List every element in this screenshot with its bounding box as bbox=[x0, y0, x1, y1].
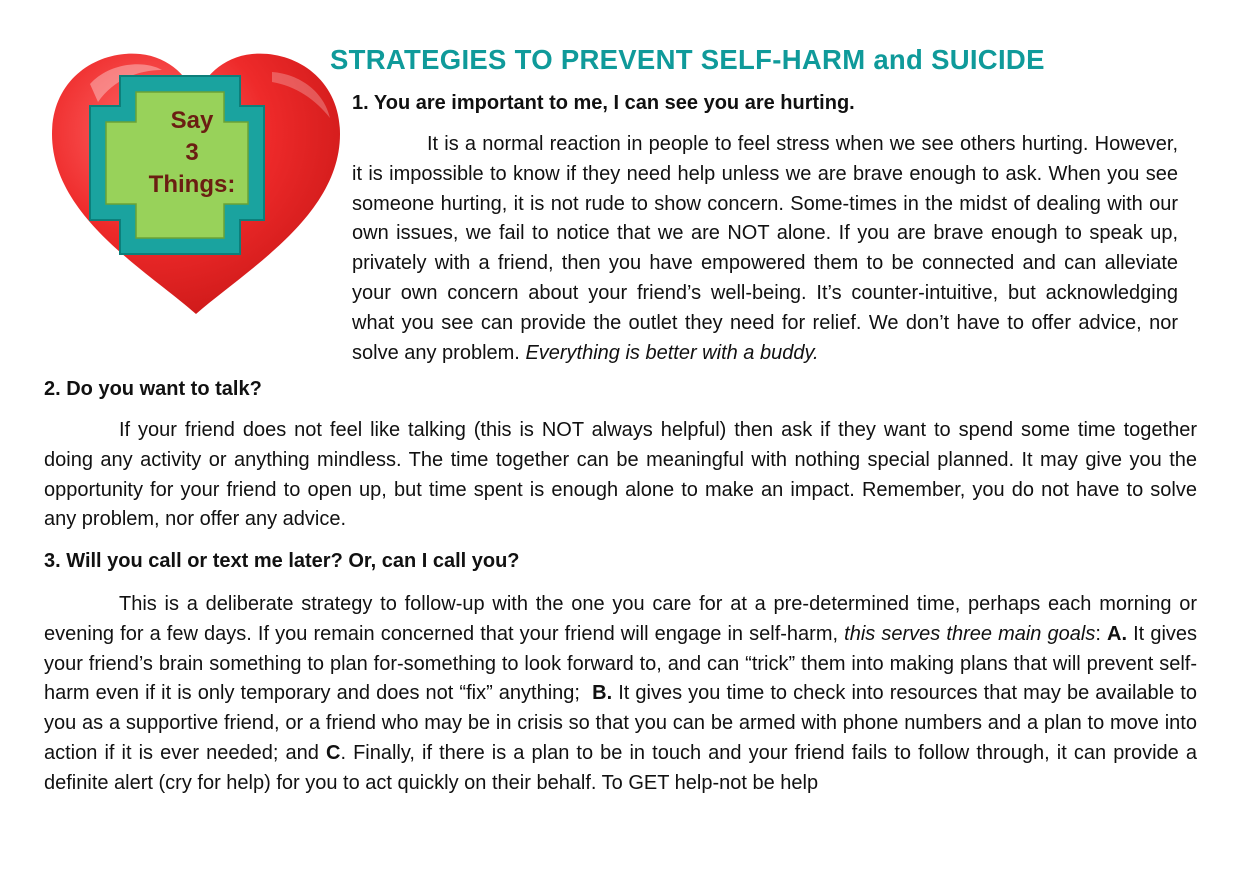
section2-body: If your friend does not feel like talking (this is NOT always helpful) then ask if they want to spend some time together doing any activity or anything mindless. The time together can be meaningful with nothing special planned. It may give you the opportunity for your friend to open up, but time spent is enough alone to make an impact. Remember, you do not have to solve any problem, nor offer any advice. bbox=[44, 419, 1197, 531]
section3-colon: : bbox=[1095, 622, 1101, 645]
section1-heading: 1. You are important to me, I can see you are hurting. bbox=[352, 92, 855, 114]
section3-goals-italic: this serves three main goals bbox=[844, 622, 1096, 645]
page-title: STRATEGIES TO PREVENT SELF-HARM and SUICIDE bbox=[330, 44, 1045, 75]
section3-intro: This is a deliberate strategy to follow-up with the one you care for at a pre-determined time, perhaps each morning or evening for a few days. If you remain concerned that your friend will engage in self-harm, bbox=[44, 593, 1197, 645]
section3-b-text: It gives you time to check into resources that may be available to you as a supportive friend, or a friend who may be in crisis so that you can be armed with phone numbers and a plan to move into action if it is ever needed; and bbox=[44, 682, 1197, 764]
three-text: 3 bbox=[185, 139, 199, 166]
section3-heading: 3. Will you call or text me later? Or, can I call you? bbox=[44, 550, 520, 572]
section3-a-label: A. bbox=[1107, 622, 1128, 645]
section3-a-text: It gives your friend’s brain something to plan for-something to look forward to, and can “trick” them into making plans that will prevent self-harm even if it is only temporary and does not “fix” anything; bbox=[44, 622, 1198, 705]
section1-text: It is a normal reaction in people to feel stress when we see others hurting. However, it is impossible to know if they need help unless we are brave enough to ask. When you see someone hurting, it is not rude to show concern. Some-times in the midst of dealing with our own issues, we fail to notice that we are NOT alone. If you are brave enough to speak up, privately with a friend, then you have empowered them to be connected and can alleviate your own concern about your friend’s well-being. It’s counter-intuitive, but acknowledging what you see can provide the outlet they need for relief. We don’t have to offer advice, nor solve any problem. bbox=[352, 133, 1178, 364]
section3-b-label: B. bbox=[592, 682, 613, 705]
section2-heading: 2. Do you want to talk? bbox=[44, 378, 262, 400]
section3-body bbox=[44, 590, 1197, 799]
section3-c-label: C bbox=[325, 741, 341, 764]
things-text: Things: bbox=[148, 171, 236, 198]
section1-italic-text: Everything is better with a buddy. bbox=[525, 341, 819, 364]
say-text: Say bbox=[170, 107, 214, 134]
heart-cross-graphic bbox=[50, 48, 342, 316]
section3-c-text: . Finally, if there is a plan to be in touch and your friend fails to follow through, it can provide a definite alert (cry for help) for you to act quickly on their behalf. To GET help-not be help bbox=[44, 741, 1198, 794]
section1-body bbox=[352, 130, 1178, 368]
